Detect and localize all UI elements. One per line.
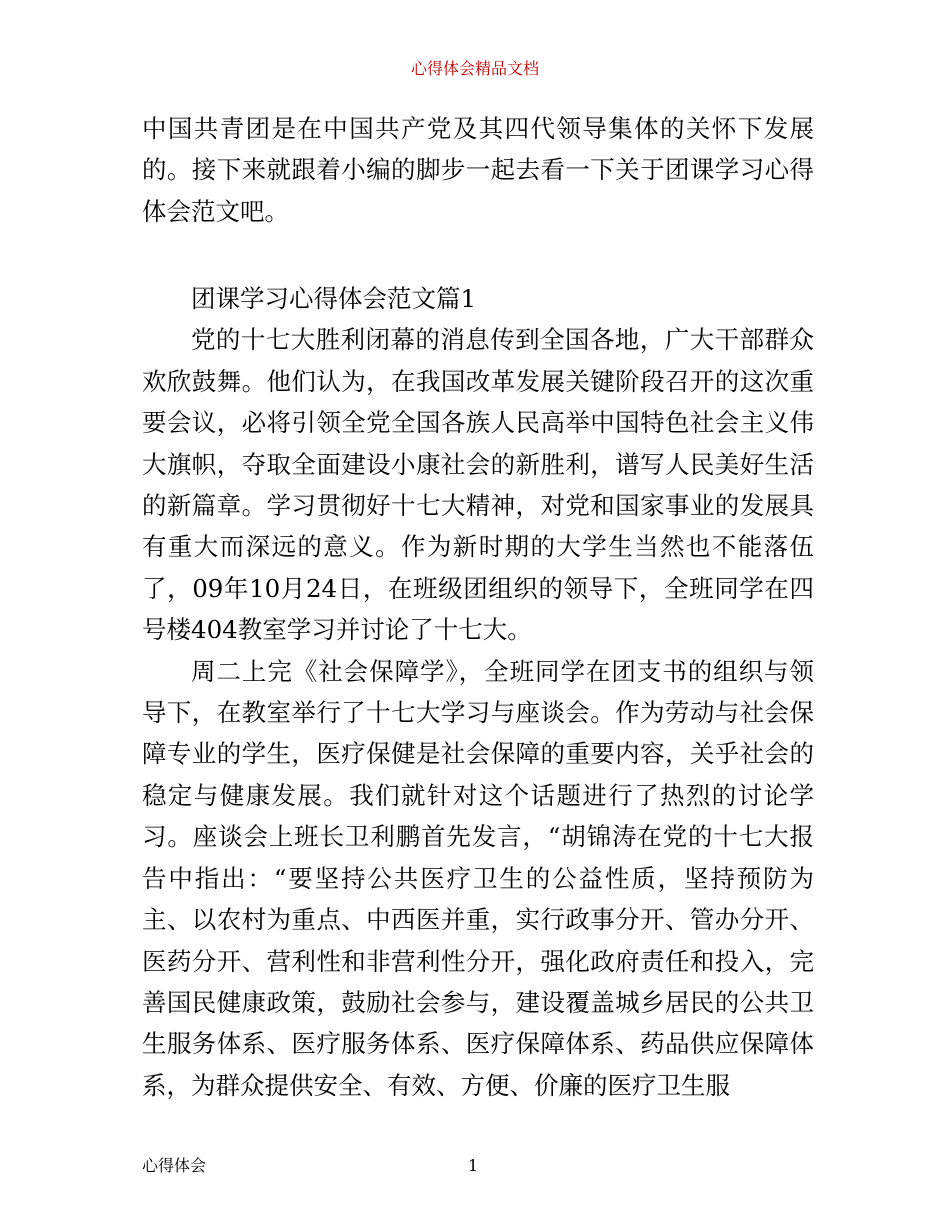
intro-block: [142, 108, 814, 232]
footer-label: 心得体会: [142, 1156, 207, 1175]
body-paragraph: 周二上完《社会保障学》，全班同学在团支书的组织与领导下，在教室举行了十七大学习与座谈会。作为劳动与社会保障专业的学生，医疗保健是社会保障的重要内容，关乎社会的稳定与健康发展。我们就针对这个话题进行了热烈的讨论学习。座谈会上班长卫利鹏首先发言，“胡锦涛在党的十七大报告中指出：“要坚持公共医疗卫生的公益性质，坚持预防为主、以农村为重点、中西医并重，实行政事分开、管办分开、医药分开、营利性和非营利性分开，强化政府责任和投入，完善国民健康政策，鼓励社会参与，建设覆盖城乡居民的公共卫生服务体系、医疗服务体系、医疗保障体系、药品供应保障体系，为群众提供安全、有效、方便、价廉的医疗卫生服: [142, 656, 814, 1100]
essay-section: [142, 278, 814, 1106]
intro-paragraph: 中国共青团是在中国共产党及其四代领导集体的关怀下发展的。接下来就跟着小编的脚步一起去看一下关于团课学习心得体会范文吧。: [142, 114, 814, 226]
page-header-title: 心得体会精品文档: [410, 59, 539, 78]
page-number: 1: [468, 1156, 479, 1175]
section-heading: 团课学习心得体会范文篇1: [191, 284, 477, 313]
body-paragraph: 党的十七大胜利闭幕的消息传到全国各地，广大干部群众欢欣鼓舞。他们认为，在我国改革发展关键阶段召开的这次重要会议，必将引领全党全国各族人民高举中国特色社会主义伟大旗帜，夺取全面建设小康社会的新胜利，谱写人民美好生活的新篇章。学习贯彻好十七大精神，对党和国家事业的发展具有重大而深远的意义。作为新时期的大学生当然也不能落伍了，09年10月24日，在班级团组织的领导下，全班同学在四号楼404教室学习并讨论了十七大。: [142, 325, 814, 645]
